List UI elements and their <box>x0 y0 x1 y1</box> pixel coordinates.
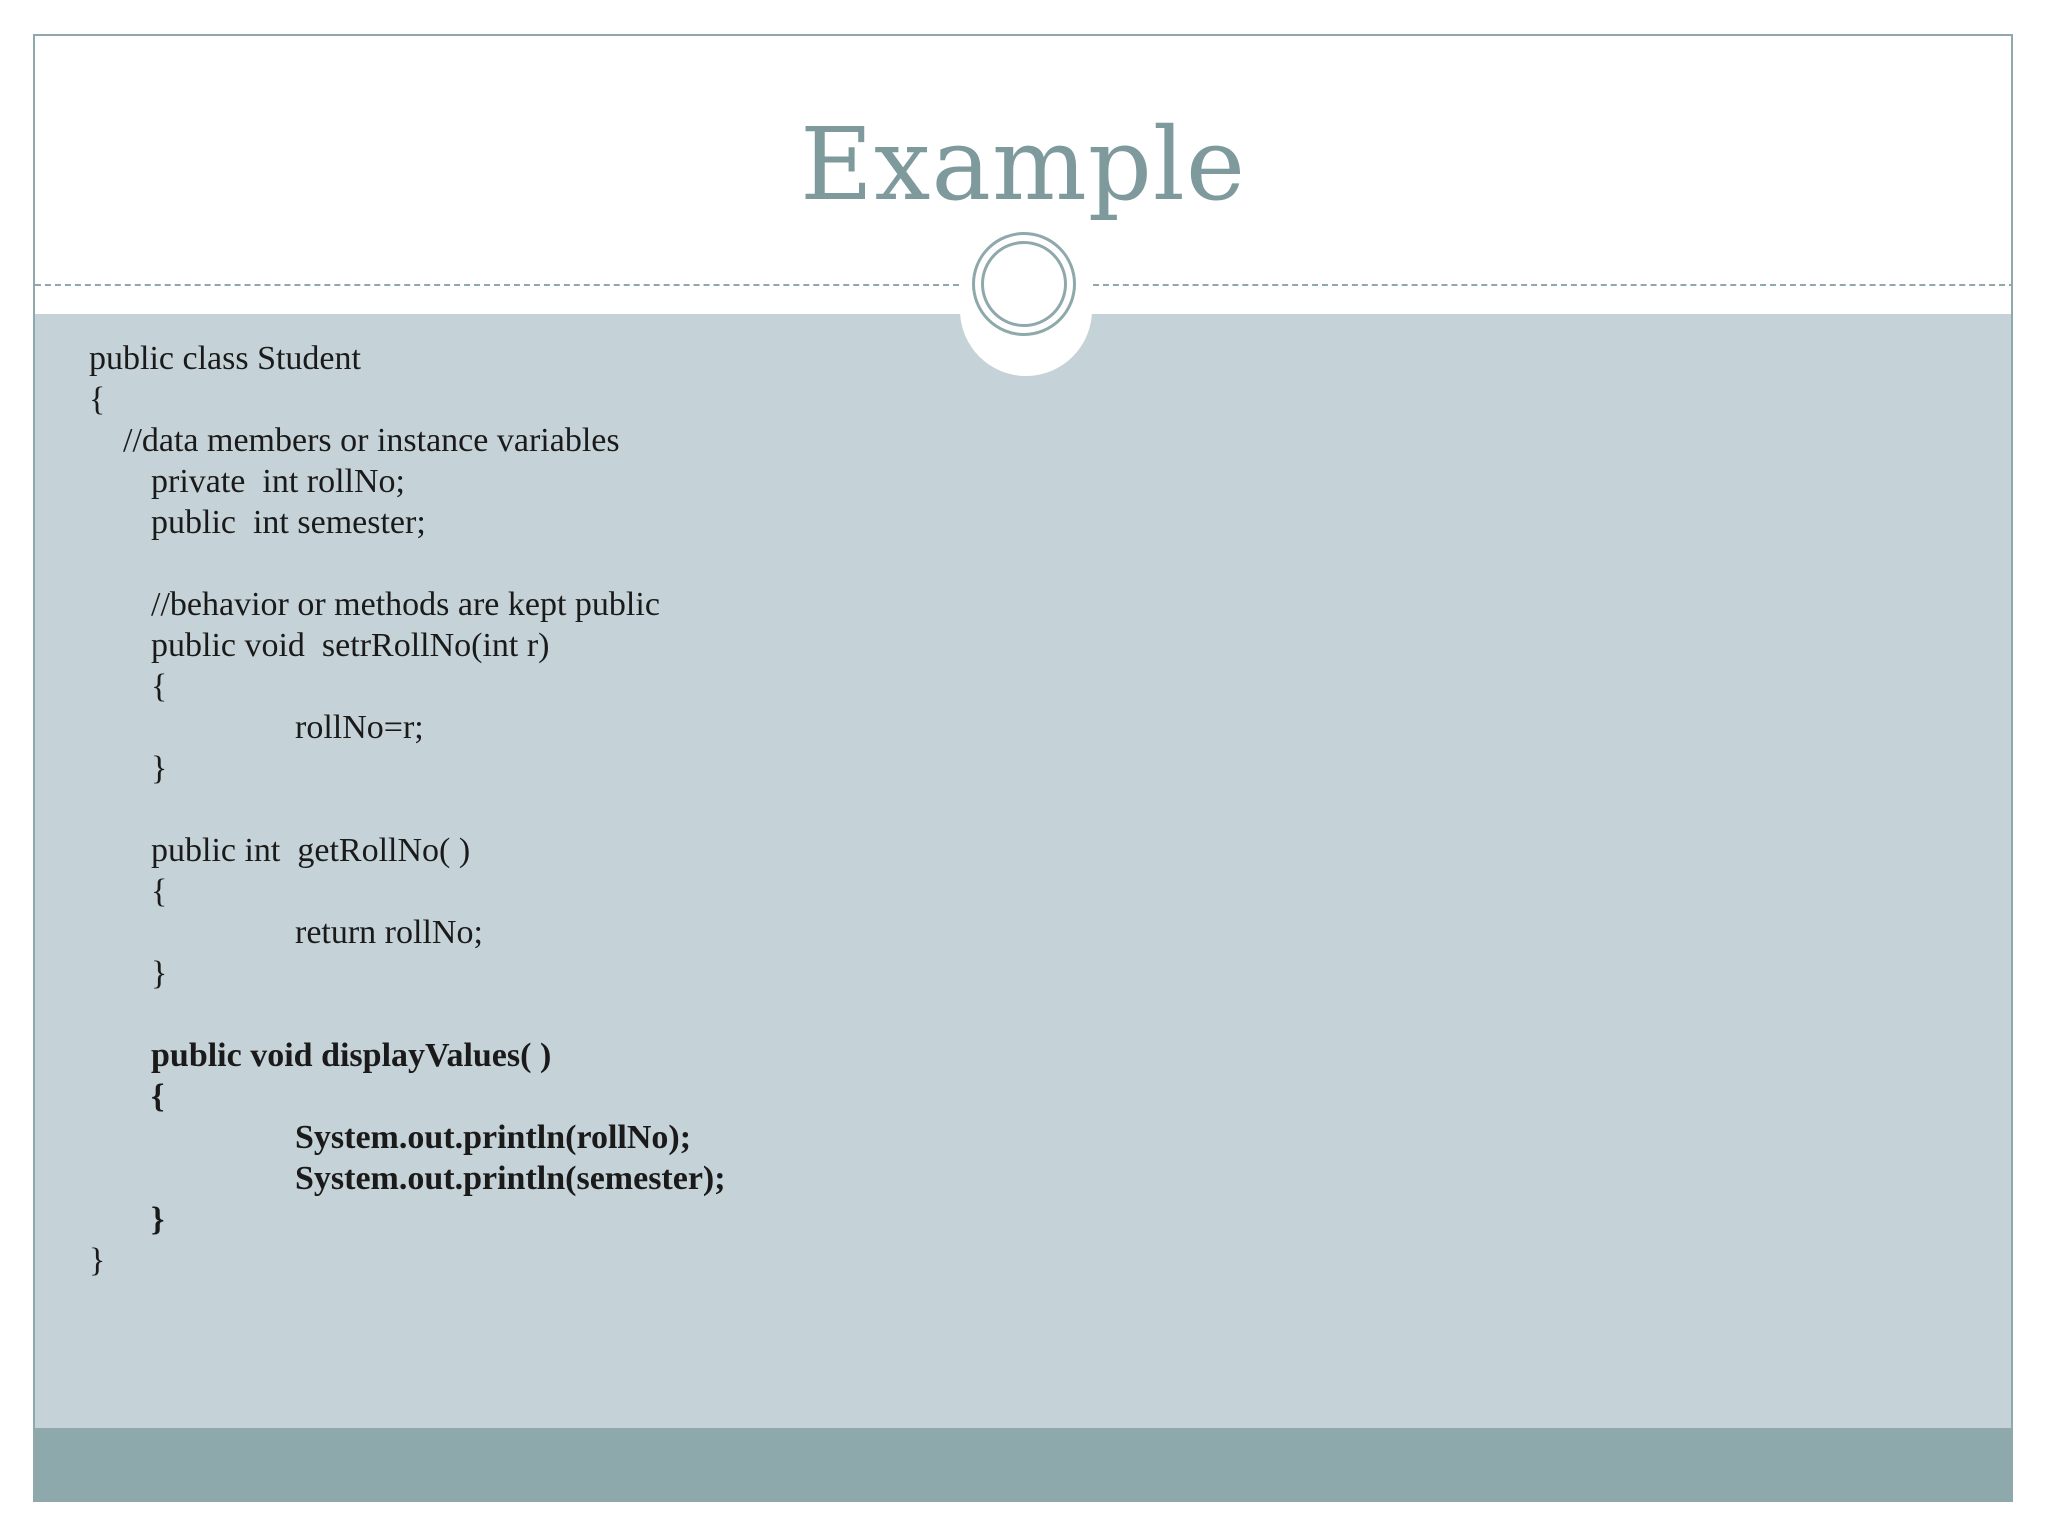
code-line: public int getRollNo( ) <box>151 832 471 869</box>
circle-ornament-icon <box>972 232 1076 336</box>
slide <box>33 34 2013 1502</box>
code-line: rollNo=r; <box>295 709 424 746</box>
code-line: System.out.println(rollNo); <box>295 1119 692 1156</box>
code-line: //behavior or methods are kept public <box>151 586 660 623</box>
code-line: //data members or instance variables <box>123 422 620 459</box>
code-line <box>89 789 726 830</box>
code-line: public int semester; <box>151 504 426 541</box>
code-line: } <box>151 750 168 787</box>
code-line: private int rollNo; <box>151 463 406 500</box>
divider-right <box>1093 284 2013 286</box>
code-line: } <box>151 1201 165 1238</box>
divider-left <box>35 284 959 286</box>
code-line <box>89 543 726 584</box>
code-line: { <box>151 1078 165 1115</box>
slide-title: Example <box>799 106 1246 223</box>
code-line: { <box>89 381 106 418</box>
code-line: } <box>151 955 168 992</box>
code-line: { <box>151 668 168 705</box>
code-line: return rollNo; <box>295 914 483 951</box>
code-line: System.out.println(semester); <box>295 1160 726 1197</box>
code-line: public void setrRollNo(int r) <box>151 627 550 664</box>
code-line: public void displayValues( ) <box>151 1037 552 1074</box>
footer-bar <box>35 1428 2011 1500</box>
inner-circle-icon <box>981 241 1067 327</box>
code-line: { <box>151 873 168 910</box>
code-line: } <box>89 1242 106 1279</box>
code-line: public class Student <box>89 340 361 377</box>
code-line <box>89 994 726 1035</box>
code-block <box>89 338 726 1281</box>
